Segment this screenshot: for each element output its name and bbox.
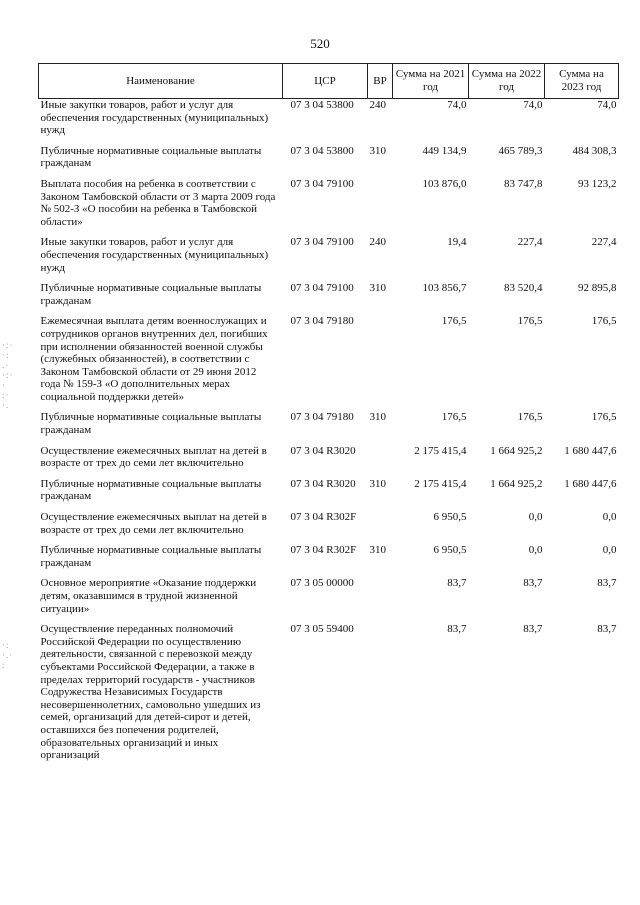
scan-artifact: ·: ·.· : bbox=[2, 640, 14, 670]
row-csr: 07 3 04 53800 bbox=[290, 99, 354, 111]
row-vr: 310 bbox=[369, 411, 386, 424]
row-sum-2023: 176,5 bbox=[591, 411, 617, 424]
row-name: Иные закупки товаров, работ и услуг для обеспечения государственных (муниципальных) нужд bbox=[40, 236, 269, 274]
row-sum-2021: 176,5 bbox=[441, 315, 467, 328]
row-sum-2022: 176,5 bbox=[517, 315, 543, 328]
table-row bbox=[39, 99, 619, 145]
row-sum-2023: 227,4 bbox=[591, 236, 617, 249]
row-vr: 240 bbox=[369, 236, 386, 249]
row-sum-2023: 74,0 bbox=[597, 99, 617, 111]
header-csr: ЦСР bbox=[283, 64, 368, 99]
row-sum-2021: 19,4 bbox=[447, 236, 467, 249]
row-name: Осуществление переданных полномочий Российской Федерации по осуществлению деятельности, связанной с перевозкой между субъектами Российской Федерации, а также в пределах территорий государств - участников Содружества Независимых Государств несовершеннолетних, самовольно ушедших из семей, организаций для детей-сирот и детей, оставшихся без попечения родителей, образовательных организаций и иных организаций bbox=[40, 623, 261, 762]
row-name: Публичные нормативные социальные выплаты гражданам bbox=[40, 544, 262, 569]
row-csr: 07 3 04 R3020 bbox=[290, 477, 356, 490]
row-name: Осуществление ежемесячных выплат на детей в возрасте от трех до семи лет включительно bbox=[40, 511, 267, 536]
row-vr: 240 bbox=[369, 99, 386, 111]
table-row bbox=[39, 511, 619, 544]
row-vr: 310 bbox=[369, 282, 386, 295]
row-csr: 07 3 05 59400 bbox=[290, 623, 354, 636]
row-sum-2022: 176,5 bbox=[517, 411, 543, 424]
row-sum-2022: 465 789,3 bbox=[498, 144, 543, 157]
table-row bbox=[39, 577, 619, 623]
row-name: Выплата пособия на ребенка в соответствии с Законом Тамбовской области от 3 марта 2009 года № 502-З «О пособии на ребенка в Тамбовской области» bbox=[40, 177, 276, 228]
row-sum-2022: 83 520,4 bbox=[504, 282, 543, 295]
row-csr: 07 3 04 79180 bbox=[290, 411, 354, 424]
row-vr bbox=[368, 315, 393, 411]
row-sum-2022: 0,0 bbox=[528, 511, 543, 524]
row-sum-2022: 1 664 925,2 bbox=[490, 444, 543, 457]
row-csr: 07 3 04 R3020 bbox=[290, 444, 356, 457]
header-name: Наименование bbox=[39, 64, 283, 99]
table-row bbox=[39, 411, 619, 444]
page-number: 520 bbox=[310, 36, 330, 51]
row-vr bbox=[368, 445, 393, 478]
row-csr: 07 3 04 79180 bbox=[290, 315, 354, 328]
header-sum-2021: Сумма на 2021 год bbox=[393, 64, 469, 99]
row-sum-2022: 83,7 bbox=[523, 577, 543, 590]
row-sum-2021: 83,7 bbox=[447, 577, 467, 590]
row-csr: 07 3 04 79100 bbox=[290, 236, 354, 249]
row-vr: 310 bbox=[369, 144, 386, 157]
row-name: Публичные нормативные социальные выплаты гражданам bbox=[40, 144, 262, 170]
row-sum-2023: 1 680 447,6 bbox=[564, 444, 617, 457]
row-csr: 07 3 05 00000 bbox=[290, 577, 354, 590]
table-row bbox=[39, 178, 619, 236]
row-sum-2021: 6 950,5 bbox=[433, 544, 467, 557]
row-sum-2023: 176,5 bbox=[591, 315, 617, 328]
row-sum-2023: 93 123,2 bbox=[578, 177, 617, 190]
row-sum-2023: 1 680 447,6 bbox=[564, 477, 617, 490]
header-vr: ВР bbox=[368, 64, 393, 99]
table-row bbox=[39, 544, 619, 577]
table-row bbox=[39, 145, 619, 178]
row-name: Публичные нормативные социальные выплаты гражданам bbox=[40, 477, 262, 503]
table-row bbox=[39, 478, 619, 511]
row-name: Публичные нормативные социальные выплаты гражданам bbox=[40, 282, 262, 307]
row-sum-2023: 92 895,8 bbox=[578, 282, 617, 295]
row-sum-2023: 83,7 bbox=[597, 577, 617, 590]
row-sum-2022: 1 664 925,2 bbox=[490, 477, 543, 490]
row-vr bbox=[368, 178, 393, 236]
row-name: Публичные нормативные социальные выплаты гражданам bbox=[40, 411, 262, 437]
row-vr bbox=[368, 577, 393, 623]
row-name: Осуществление ежемесячных выплат на детей в возрасте от трех до семи лет включительно bbox=[40, 444, 267, 470]
row-sum-2023: 83,7 bbox=[597, 623, 617, 636]
row-vr: 310 bbox=[369, 477, 386, 490]
row-sum-2022: 74,0 bbox=[523, 99, 543, 111]
table-row bbox=[39, 445, 619, 478]
row-sum-2022: 0,0 bbox=[528, 544, 543, 557]
row-sum-2021: 103 876,0 bbox=[422, 177, 467, 190]
row-vr: 310 bbox=[369, 544, 386, 557]
table-row bbox=[39, 623, 619, 770]
row-vr bbox=[368, 623, 393, 770]
row-sum-2023: 484 308,3 bbox=[572, 144, 617, 157]
row-vr bbox=[368, 511, 393, 544]
row-csr: 07 3 04 53800 bbox=[290, 144, 354, 157]
row-sum-2021: 176,5 bbox=[441, 411, 467, 424]
row-sum-2023: 0,0 bbox=[602, 511, 617, 524]
row-sum-2021: 83,7 bbox=[447, 623, 467, 636]
row-csr: 07 3 04 79100 bbox=[290, 282, 354, 295]
header-sum-2022: Сумма на 2022 год bbox=[469, 64, 545, 99]
row-csr: 07 3 04 R302F bbox=[290, 511, 357, 524]
row-sum-2021: 449 134,9 bbox=[422, 144, 467, 157]
row-sum-2023: 0,0 bbox=[602, 544, 617, 557]
scan-artifact: ·:· ·: .· ·:· · :· ·. bbox=[2, 340, 14, 410]
row-sum-2021: 2 175 415,4 bbox=[414, 477, 467, 490]
row-name: Ежемесячная выплата детям военнослужащих и сотрудников органов внутренних дел, погибших при исполнении обязанностей военной службы (служебных обязанностей), в соответствии с Законом Тамбовской области от 29 июня 2012 года № 159-З «О дополнительных мерах социальной поддержки детей» bbox=[40, 315, 268, 403]
table-row bbox=[39, 315, 619, 411]
row-sum-2021: 103 856,7 bbox=[422, 282, 467, 295]
table-row bbox=[39, 236, 619, 282]
row-sum-2021: 74,0 bbox=[447, 99, 467, 111]
row-sum-2022: 83 747,8 bbox=[504, 177, 543, 190]
row-name: Иные закупки товаров, работ и услуг для обеспечения государственных (муниципальных) нужд bbox=[40, 99, 269, 137]
budget-table bbox=[38, 63, 619, 770]
row-sum-2022: 227,4 bbox=[517, 236, 543, 249]
header-sum-2023: Сумма на 2023 год bbox=[545, 64, 619, 99]
row-csr: 07 3 04 R302F bbox=[290, 544, 357, 557]
table-row bbox=[39, 282, 619, 315]
row-sum-2021: 6 950,5 bbox=[433, 511, 467, 524]
table-header-row bbox=[39, 64, 619, 99]
row-sum-2022: 83,7 bbox=[523, 623, 543, 636]
row-sum-2021: 2 175 415,4 bbox=[414, 444, 467, 457]
row-name: Основное мероприятие «Оказание поддержки детям, оказавшимся в трудной жизненной ситуации» bbox=[40, 577, 257, 615]
row-csr: 07 3 04 79100 bbox=[290, 177, 354, 190]
